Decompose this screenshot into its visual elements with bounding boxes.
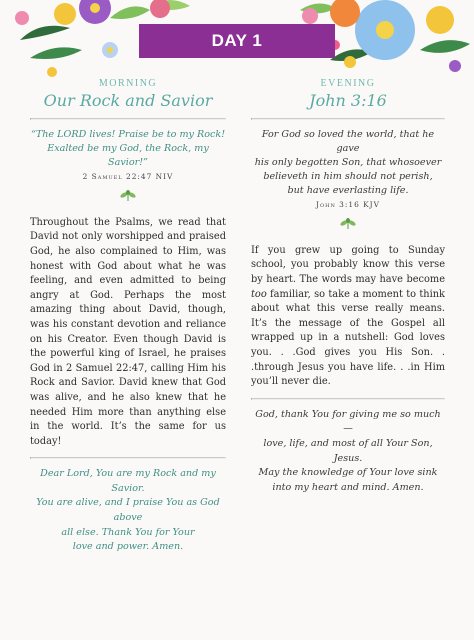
morning-verse-reference: 2 Samuel 22:47 NIV bbox=[82, 172, 174, 181]
prayer-line: Dear Lord, You are my Rock and my Savior. bbox=[40, 468, 216, 494]
divider-line bbox=[251, 398, 445, 400]
verse-line: “The LORD lives! Praise be to my Rock! bbox=[30, 129, 226, 140]
divider-line bbox=[251, 118, 445, 120]
prayer-line: into my heart and mind. Amen. bbox=[272, 481, 424, 493]
leaf-sprig-icon bbox=[30, 187, 226, 206]
evening-column bbox=[251, 74, 445, 495]
evening-verse bbox=[251, 128, 445, 198]
verse-line: For God so loved the world, that he gave bbox=[261, 129, 435, 154]
leaf-sprig-icon bbox=[251, 215, 445, 234]
prayer-line: May the knowledge of Your love sink bbox=[258, 467, 438, 479]
morning-column bbox=[30, 74, 226, 555]
morning-prayer bbox=[30, 467, 226, 555]
body-text: familiar, so take a moment to think about what this verse really means. It’s the message of the Gospel all wrapped up in a nutshell: God loves you. . .God gives you His Son. . .through Jesus you have life. . .in Him you’ll never die. bbox=[251, 288, 445, 388]
verse-line: but have everlasting life. bbox=[287, 185, 409, 196]
body-text: If you grew up going to Sunday school, you probably know this verse by heart. The words may have become bbox=[251, 244, 445, 285]
prayer-line: love, life, and most of all Your Son, Jesus. bbox=[263, 437, 433, 464]
verse-line: his only begotten Son, that whosoever bbox=[254, 157, 442, 168]
evening-devotional-text bbox=[251, 244, 445, 390]
morning-label: MORNING bbox=[98, 78, 158, 89]
evening-label: EVENING bbox=[320, 78, 376, 89]
verse-line: Exalted be my God, the Rock, my Savior!” bbox=[47, 143, 209, 168]
emphasis-text: too bbox=[251, 288, 267, 300]
morning-title: Our Rock and Savior bbox=[43, 91, 213, 110]
prayer-line: love and power. Amen. bbox=[72, 541, 184, 553]
evening-verse-reference: John 3:16 KJV bbox=[316, 200, 380, 209]
evening-title: John 3:16 bbox=[309, 91, 387, 110]
prayer-line: You are alive, and I praise You as God above bbox=[36, 497, 220, 524]
verse-line: believeth in him should not perish, bbox=[263, 171, 433, 182]
divider-line bbox=[30, 118, 226, 120]
day-banner: DAY 1 bbox=[139, 24, 335, 58]
morning-verse bbox=[30, 128, 226, 170]
evening-prayer bbox=[251, 408, 445, 496]
morning-devotional-text: Throughout the Psalms, we read that David not only worshipped and praised God, he also complained to Him, was honest with God about what he was feeling, and even admitted to being angry at God. Perhaps the most amazing thing about David, though, was his constant devotion and reliance on his Creator. Even though David is the powerful king of Israel, he praises God in 2 Samuel 22:47, calling Him his Rock and Savior. David knew that God was alive, and he also knew that he needed Him more than anything else in the world. It’s the same for us today! bbox=[30, 216, 226, 447]
divider-line bbox=[30, 457, 226, 459]
prayer-line: God, thank You for giving me so much— bbox=[255, 408, 441, 435]
prayer-line: all else. Thank You for Your bbox=[61, 526, 195, 538]
